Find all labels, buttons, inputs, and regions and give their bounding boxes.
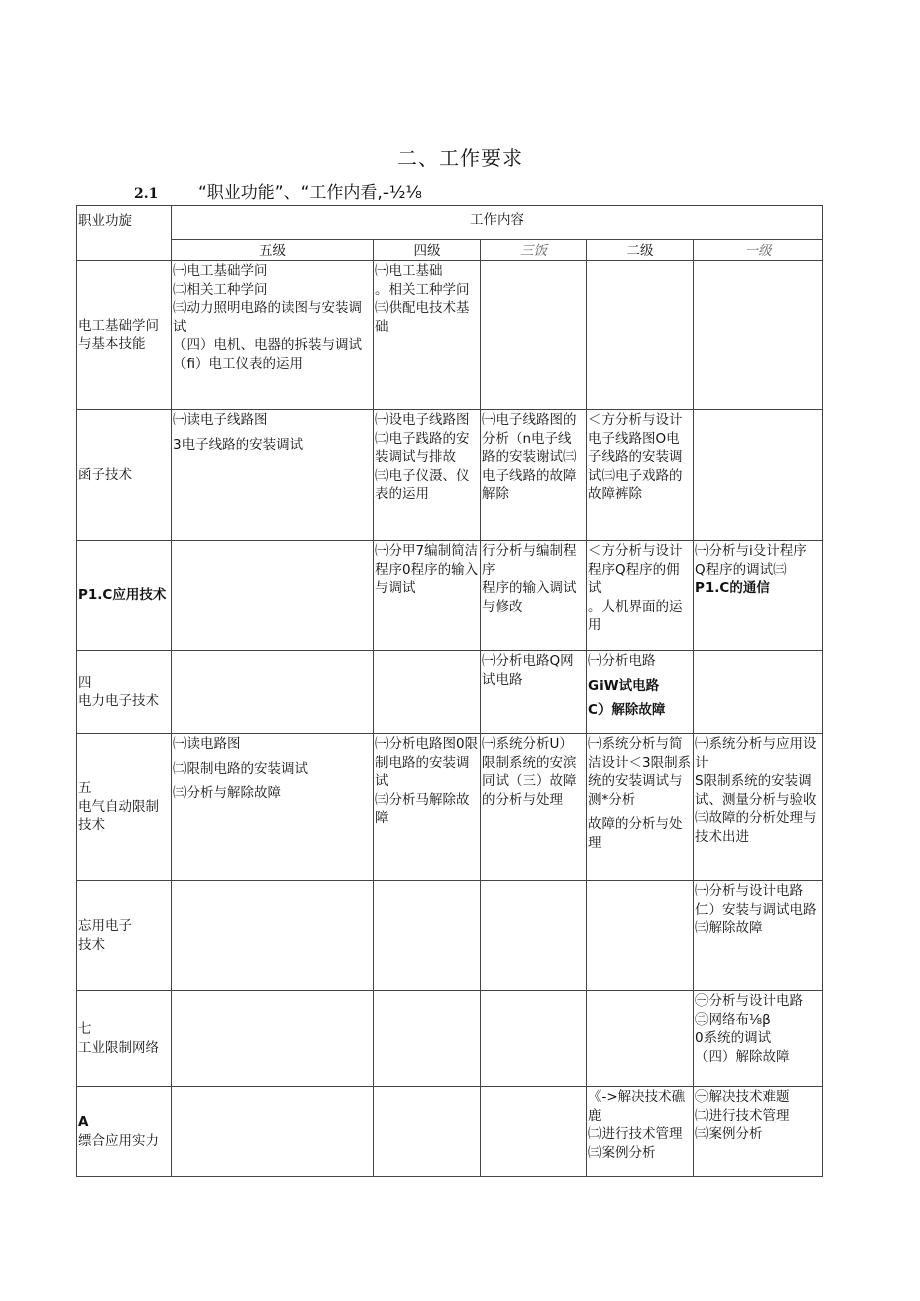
content-cell-level-2 <box>587 410 694 541</box>
content-item: ㈢电子仪滠、仪表的运用 <box>375 467 470 502</box>
header-level-5: 五级 <box>172 240 374 261</box>
content-cell-level-1 <box>694 410 823 541</box>
content-cell-level-2 <box>587 881 694 991</box>
function-label: 四 <box>78 674 92 691</box>
header-function: 职业功旋 <box>77 206 172 261</box>
content-cell-level-3 <box>481 881 587 991</box>
content-cell-level-2 <box>587 734 694 881</box>
content-cell-level-1 <box>694 1087 823 1177</box>
content-cell-level-2 <box>587 991 694 1087</box>
header-content: 工作内容 <box>172 206 823 240</box>
function-label: 函子技术 <box>78 466 132 483</box>
header-level-4: 四级 <box>374 240 481 261</box>
header-level-3: 三饭 <box>481 240 587 261</box>
header-level-1: 一级 <box>694 240 823 261</box>
function-label: A <box>78 1114 89 1130</box>
content-item: ㈠电子线路图的分析（n电子线路的安装谢试㈢电子线路的故障解除 <box>482 412 577 502</box>
content-cell-level-3 <box>481 991 587 1087</box>
content-item: 。人机界面的运用 <box>588 598 683 633</box>
content-item: ㈠系统分析U）限制系统的安滨同试（三）故障的分析与处理 <box>482 736 577 808</box>
content-item: ㈠分析与设计电路 <box>695 883 803 899</box>
content-cell-level-5 <box>172 991 374 1087</box>
content-cell-level-1 <box>694 261 823 410</box>
content-cell-level-2 <box>587 541 694 651</box>
content-item: ㈡进行技术管理 <box>588 1126 683 1142</box>
content-item: ㈠分析电路图0限制电路的安装调试 <box>375 736 479 789</box>
content-cell-level-5 <box>172 734 374 881</box>
content-cell-level-4 <box>374 541 481 651</box>
function-cell <box>77 651 172 734</box>
content-item: ㈢分析与解除故障 <box>173 785 281 801</box>
content-item: ㈠电工基础 <box>375 263 443 279</box>
content-item: ㈡限制电路的安装调试 <box>173 760 308 777</box>
content-item: ㈢案例分析 <box>695 1126 763 1142</box>
function-label: 与基本技能 <box>78 336 146 352</box>
content-cell-level-3 <box>481 261 587 410</box>
content-item: ＜方分析与设计程序Q程序的佣试 <box>588 543 683 596</box>
content-item: ㈡电子践路的安装调试与排故 <box>375 430 470 465</box>
content-cell-level-1 <box>694 881 823 991</box>
content-cell-level-3 <box>481 651 587 734</box>
content-item: ㈠系统分析与应用设计 <box>695 736 817 771</box>
content-item: （fi）电工仪表的运用 <box>173 355 304 372</box>
content-cell-level-1 <box>694 651 823 734</box>
content-item: ㊀解决技术难题 <box>695 1089 790 1105</box>
function-label: 电气自动限制技术 <box>78 798 159 834</box>
content-cell-level-3 <box>481 541 587 651</box>
content-cell-level-1 <box>694 991 823 1087</box>
content-cell-level-4 <box>374 881 481 991</box>
content-item: 程序的输入调试与修改 <box>482 580 577 615</box>
content-cell-level-4 <box>374 734 481 881</box>
content-item: ㊁网络布⅛β <box>695 1011 771 1028</box>
function-label: 七 <box>78 1021 92 1037</box>
content-item: ㈢供配电技术基础 <box>375 300 470 335</box>
content-item: 故障的分析与处理 <box>588 816 683 851</box>
content-item: ㈠电工基础学问 <box>173 263 268 279</box>
content-cell-level-4 <box>374 261 481 410</box>
content-item: ㈢分析马解除故障 <box>375 791 470 826</box>
section-title: “职业功能”、“工作内看,-½⅛ <box>198 183 422 203</box>
content-item: GiW试电路 <box>588 677 660 694</box>
function-cell <box>77 881 172 991</box>
content-cell-level-4 <box>374 1087 481 1177</box>
function-label: P1.C应用技术 <box>78 587 167 604</box>
content-cell-level-1 <box>694 541 823 651</box>
content-item: S限制系统的安装调试、测量分析与验收㈢故障的分析处理与技术出进 <box>695 773 817 845</box>
content-item: 《->解决技术礁鹿 <box>588 1089 686 1124</box>
content-cell-level-4 <box>374 991 481 1087</box>
content-item: ㈡进行技术管理 <box>695 1107 790 1124</box>
content-cell-level-2 <box>587 261 694 410</box>
content-item: ㈠分析电路Q网试电路 <box>482 653 574 688</box>
section-number: 2.1 <box>134 186 159 202</box>
content-item: ㈢案例分析 <box>588 1144 656 1161</box>
function-label: 电工基础学问 <box>78 317 159 334</box>
content-item: 0系统的调试 <box>695 1030 772 1046</box>
content-item: P1.C的通信 <box>695 580 770 596</box>
content-item: （四）解除故障 <box>695 1048 790 1065</box>
content-item: ㈠分甲7编制简洁程序0程序的输入与调试 <box>375 543 479 596</box>
content-cell-level-5 <box>172 261 374 410</box>
content-cell-level-3 <box>481 410 587 541</box>
function-cell <box>77 541 172 651</box>
content-item: ㈢动力照明电路的读图与安装调试 <box>173 300 362 335</box>
function-cell <box>77 261 172 410</box>
content-item: C）解除故障 <box>588 702 666 718</box>
content-cell-level-3 <box>481 734 587 881</box>
function-label: 缥合应用实力 <box>78 1132 159 1149</box>
content-cell-level-2 <box>587 651 694 734</box>
content-cell-level-4 <box>374 651 481 734</box>
function-label: 工业限制网络 <box>78 1039 159 1056</box>
content-item: ㈠设电子线路图 <box>375 412 470 428</box>
work-requirements-table <box>76 205 823 1177</box>
content-item: ㈠分析与i殳计程序 <box>695 543 807 559</box>
content-cell-level-5 <box>172 541 374 651</box>
function-cell <box>77 410 172 541</box>
content-item: ㈠读电路图 <box>173 736 241 752</box>
content-cell-level-5 <box>172 881 374 991</box>
content-item: ㈠分析电路 <box>588 653 656 669</box>
page-title: 二、工作要求 <box>397 146 523 170</box>
content-item: ㈠读电子线路图 <box>173 412 268 428</box>
content-item: ㊀分析与设计电路 <box>695 993 803 1009</box>
content-cell-level-5 <box>172 1087 374 1177</box>
function-label: 忘用电子 <box>78 918 132 934</box>
content-cell-level-3 <box>481 1087 587 1177</box>
content-item: （四）电机、电器的拆装与调试 <box>173 337 362 353</box>
content-cell-level-5 <box>172 651 374 734</box>
function-cell <box>77 734 172 881</box>
content-item: 仁）安装与调试电路 <box>695 901 817 918</box>
content-item: Q程序的调试㈢ <box>695 561 787 578</box>
content-item: ＜方分析与设计电子线路图O电子线路的安装调试㈢电子戏路的故障裤除 <box>588 412 683 502</box>
content-cell-level-2 <box>587 1087 694 1177</box>
content-cell-level-5 <box>172 410 374 541</box>
content-cell-level-4 <box>374 410 481 541</box>
content-item: ㈢解除故障 <box>695 920 763 936</box>
function-label: 技术 <box>78 936 105 953</box>
function-cell <box>77 1087 172 1177</box>
content-cell-level-1 <box>694 734 823 881</box>
function-label: 电力电子技术 <box>78 693 159 709</box>
function-cell <box>77 991 172 1087</box>
function-label: 五 <box>78 780 92 797</box>
content-item: 行分析与编制程序 <box>482 543 577 578</box>
section-heading <box>134 178 422 203</box>
header-level-2: 二级 <box>587 240 694 261</box>
content-item: 。相关工种学问 <box>375 281 470 298</box>
content-item: ㈠系统分析与简洁设计＜3限制系统的安装调试与测*分析 <box>588 736 692 808</box>
content-item: ㈡相关工种学问 <box>173 281 268 298</box>
content-item: 3电子线路的安装调试 <box>173 436 304 453</box>
